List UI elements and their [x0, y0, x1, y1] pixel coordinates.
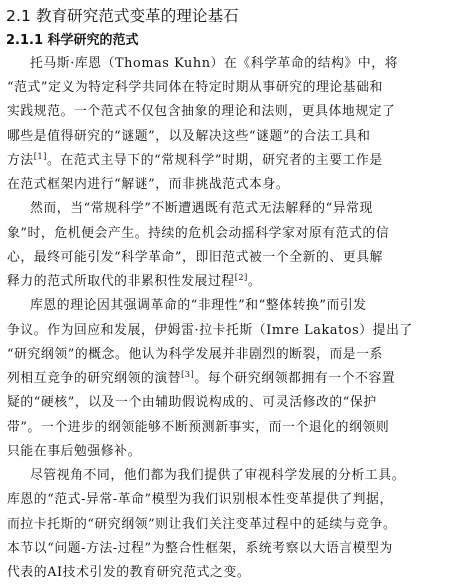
- paragraph-2-line-4: 释力的范式所取代的非累积性发展过程[2]。: [7, 273, 262, 290]
- paragraph-3-line-2: 争议。作为回应和发展，伊姆雷·拉卡托斯（Imre Lakatos）提出了: [7, 322, 413, 338]
- paragraph-4-line-3: 而拉卡托斯的“研究纲领”则让我们关注变革过程中的延续与竞争。: [7, 516, 397, 532]
- paragraph-3-line-1: 库恩的理论因其强调革命的“非理性”和“整体转换”而引发: [30, 298, 367, 314]
- citation-marker: [2]: [234, 273, 248, 283]
- paragraph-2-line-3: 心，最终可能引发“科学革命”，即旧范式被一个全新的、更具解: [7, 249, 383, 265]
- section-heading: 2.1 教育研究范式变革的理论基石: [6, 7, 239, 25]
- paragraph-3-line-7: 只能在事后勉强修补。: [7, 443, 141, 459]
- paragraph-3-line-5: 疑的“硬核”，以及一个由辅助假说构成的、可灵活修改的“保护: [7, 395, 377, 411]
- paragraph-2-line-2: 象”时，危机便会产生。持续的危机会动摇科学家对原有范式的信: [7, 225, 390, 241]
- citation-marker: [3]: [181, 370, 195, 380]
- citation-marker: [1]: [33, 151, 47, 161]
- paragraph-4-line-5: 代表的AI技术引发的教育研究范式之变。: [7, 565, 251, 580]
- paragraph-3-line-3: “研究纲领”的概念。他认为科学发展并非剧烈的断裂，而是一系: [7, 346, 383, 362]
- paragraph-1-line-1: 托马斯·库恩（Thomas Kuhn）在《科学革命的结构》中，将: [30, 56, 399, 71]
- paragraph-3-line-4: 列相互竞争的研究纲领的演替[3]。每个研究纲领都拥有一个不容置: [7, 370, 396, 387]
- paragraph-4-line-4: 本节以“问题-方法-过程”为整合性框架，系统考察以大语言模型为: [7, 540, 393, 556]
- paragraph-2-line-1: 然而，当“常规科学”不断遭遇既有范式无法解释的“异常现: [30, 201, 373, 217]
- paragraph-4-line-1: 尽管视角不同，他们都为我们提供了审视科学发展的分析工具。: [30, 468, 406, 484]
- paragraph-4-line-2: 库恩的“范式-异常-革命”模型为我们识别根本性变革提供了判据，: [7, 492, 393, 508]
- paragraph-1-line-2: “范式”定义为特定科学共同体在特定时期从事研究的理论基础和: [7, 80, 383, 96]
- paragraph-1-line-4: 哪些是值得研究的“谜题”，以及解决这些“谜题”的合法工具和: [7, 128, 371, 144]
- paragraph-3-line-6: 带”。一个进步的纲领能够不断预测新事实，而一个退化的纲领则: [7, 419, 390, 435]
- paragraph-1-line-5: 方法[1]。在范式主导下的“常规科学”时期，研究者的主要工作是: [7, 151, 383, 168]
- subsection-heading: 2.1.1 科学研究的范式: [6, 33, 139, 48]
- paragraph-1-line-6: 在范式框架内进行“解谜”，而非挑战范式本身。: [7, 177, 290, 193]
- paragraph-1-line-3: 实践规范。一个范式不仅包含抽象的理论和法则，更具体地规定了: [7, 104, 396, 120]
